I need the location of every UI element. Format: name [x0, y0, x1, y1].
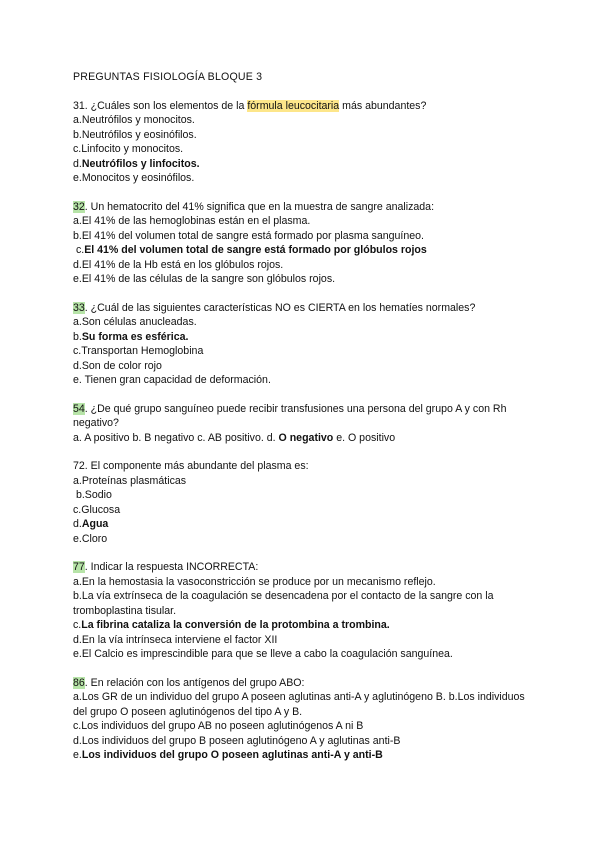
option-e: e.El 41% de las células de la sangre son glóbulos rojos. [73, 273, 336, 285]
option-e: e.El Calcio es imprescindible para que se lleve a cabo la coagulación sanguínea. [73, 648, 453, 660]
option-c-correct: c.El 41% del volumen total de sangre está formado por glóbulos rojos [73, 244, 427, 256]
question-stem: 72. El componente más abundante del plasma es: [73, 460, 309, 472]
option-a: a.Proteínas plasmáticas [73, 474, 187, 487]
option-e-correct: e.Los individuos del grupo O poseen aglutinas anti-A y anti-B [73, 749, 383, 761]
question-number: 86 [73, 676, 85, 689]
question-86 [73, 676, 550, 763]
question-stem: 31. ¿Cuáles son los elementos de la fórmula leucocitaria más abundantes? [73, 99, 427, 112]
question-number: 33 [73, 301, 85, 314]
option-a: a.En la hemostasia la vasoconstricción se produce por un mecanismo reflejo. [73, 575, 436, 588]
option-c: c.Glucosa [73, 503, 121, 516]
option-b-correct: b.Su forma es esférica. [73, 330, 189, 343]
option-a: a.Son células anucleadas. [73, 316, 197, 328]
option-a: a.El 41% de las hemoglobinas están en el plasma. [73, 215, 311, 227]
question-77 [73, 560, 550, 662]
question-number: 31 [73, 99, 85, 112]
option-e: e.Cloro [73, 532, 108, 545]
question-number: 32 [73, 200, 85, 213]
question-stem: 33. ¿Cuál de las siguientes características NO es CIERTA en los hematíes normales? [73, 301, 476, 314]
question-33 [73, 301, 550, 388]
question-stem: 54. ¿De qué grupo sanguíneo puede recibir transfusiones una persona del grupo A y con Rh negativo? [73, 402, 507, 429]
option-c: c.Transportan Hemoglobina [73, 345, 204, 357]
option-d-correct: d.Agua [73, 518, 109, 530]
options-inline: a. A positivo b. B negativo c. AB positivo. d. O negativo e. O positivo [73, 431, 396, 444]
option-d-correct: d.Neutrófilos y linfocitos. [73, 157, 200, 170]
option-b: b.El 41% del volumen total de sangre está formado por plasma sanguíneo. [73, 229, 424, 242]
option-d: d.El 41% de la Hb está en los glóbulos rojos. [73, 258, 284, 271]
option-d: d.Son de color rojo [73, 359, 162, 372]
option-e: e.Monocitos y eosinófilos. [73, 172, 195, 184]
option-b: b.Sodio [73, 489, 112, 501]
question-31 [73, 99, 550, 186]
page-title: PREGUNTAS FISIOLOGÍA BLOQUE 3 [73, 71, 263, 83]
highlighted-term: fórmula leucocitaria [247, 99, 340, 112]
question-number: 54 [73, 402, 85, 415]
option-c-correct: c.La fibrina cataliza la conversión de la protombina a trombina. [73, 619, 390, 631]
question-stem: 77. Indicar la respuesta INCORRECTA: [73, 561, 259, 573]
option-c: c.Los individuos del grupo AB no poseen aglutinógenos A ni B [73, 720, 364, 732]
option-b: b.La vía extrínseca de la coagulación se desencadena por el contacto de la sangre con la tromboplastina tisular. [73, 590, 494, 617]
option-e: e. Tienen gran capacidad de deformación. [73, 374, 271, 386]
option-a: a.Neutrófilos y monocitos. [73, 114, 195, 126]
question-32 [73, 200, 550, 287]
option-d: d.Los individuos del grupo B poseen aglutinógeno A y aglutinas anti-B [73, 734, 401, 747]
option-d: d.En la vía intrínseca interviene el factor XII [73, 633, 278, 646]
option-a-b: a.Los GR de un individuo del grupo A poseen aglutinas anti-A y aglutinógeno B. b.Los individuos del grupo O poseen aglutinógenos del tipo A y B. [73, 691, 525, 718]
question-stem: 86. En relación con los antígenos del grupo ABO: [73, 676, 305, 689]
question-72 [73, 459, 550, 546]
option-b: b.Neutrófilos y eosinófilos. [73, 128, 197, 141]
option-c: c.Linfocito y monocitos. [73, 143, 184, 155]
question-stem: 32. Un hematocrito del 41% significa que en la muestra de sangre analizada: [73, 200, 435, 213]
option-d-correct: O negativo [278, 431, 334, 444]
question-number: 77 [73, 561, 85, 573]
question-54 [73, 402, 550, 446]
